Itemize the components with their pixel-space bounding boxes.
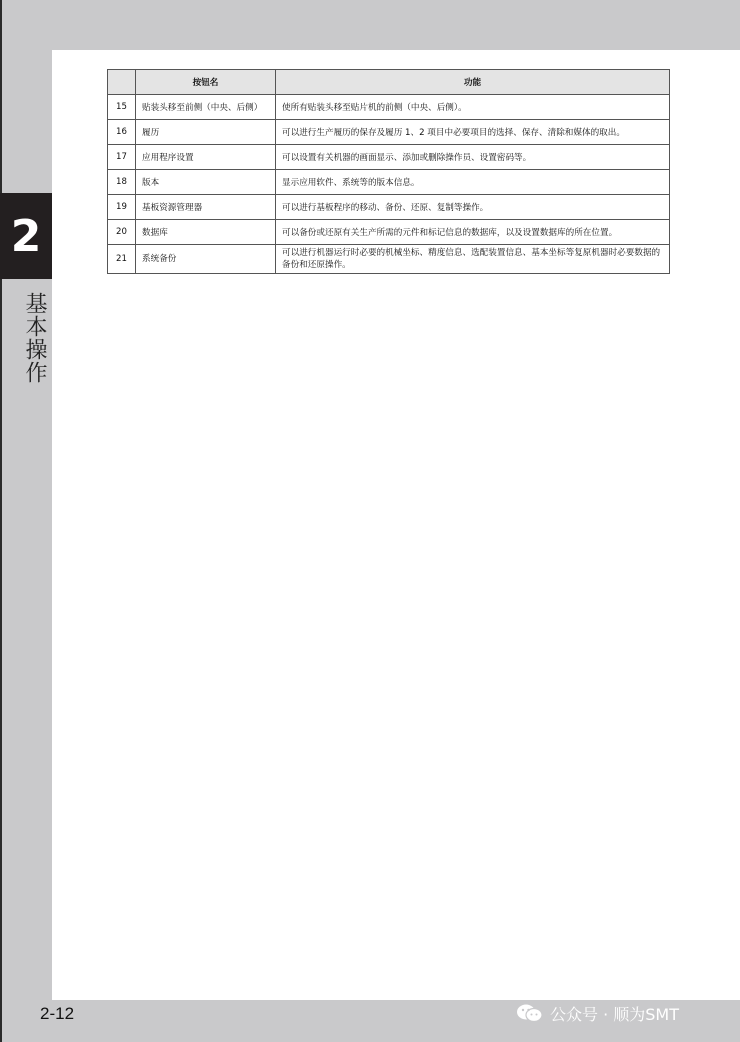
row-function: 可以设置有关机器的画面显示、添加或删除操作员、设置密码等。 (276, 145, 670, 170)
watermark (516, 1002, 679, 1024)
table-row (108, 220, 670, 245)
header-button-name: 按钮名 (136, 70, 276, 95)
table-row (108, 195, 670, 220)
row-button-name: 数据库 (136, 220, 276, 245)
function-table (107, 69, 670, 274)
row-function: 可以进行基板程序的移动、备份、还原、复制等操作。 (276, 195, 670, 220)
row-button-name: 应用程序设置 (136, 145, 276, 170)
row-function: 可以进行机器运行时必要的机械坐标、精度信息、选配装置信息、基本坐标等复原机器时必要数据的备份和还原操作。 (276, 245, 670, 274)
left-border-line (0, 0, 2, 1042)
table-row (108, 145, 670, 170)
row-number: 17 (108, 145, 136, 170)
row-button-name: 贴装头移至前侧（中央、后侧） (136, 95, 276, 120)
table-row (108, 120, 670, 145)
wechat-icon (516, 1003, 544, 1023)
row-number: 19 (108, 195, 136, 220)
row-button-name: 履历 (136, 120, 276, 145)
row-function: 使所有贴装头移至贴片机的前侧（中央、后侧）。 (276, 95, 670, 120)
page-number: 2-12 (40, 1004, 75, 1023)
header-number (108, 70, 136, 95)
row-button-name: 基板资源管理器 (136, 195, 276, 220)
header-function: 功能 (276, 70, 670, 95)
row-number: 16 (108, 120, 136, 145)
chapter-title: 基本操作 (22, 292, 47, 384)
table-row (108, 245, 670, 274)
table-header-row (108, 70, 670, 95)
chapter-number: 2 (10, 210, 42, 262)
chapter-number-tab (0, 193, 52, 279)
row-button-name: 版本 (136, 170, 276, 195)
row-number: 21 (108, 245, 136, 274)
row-number: 18 (108, 170, 136, 195)
row-number: 15 (108, 95, 136, 120)
row-function: 可以进行生产履历的保存及履历 1、2 项目中必要项目的选择、保存、清除和媒体的取出。 (276, 120, 670, 145)
row-function: 显示应用软件、系统等的版本信息。 (276, 170, 670, 195)
watermark-text: 公众号 · 顺为SMT (550, 1004, 679, 1024)
table-row (108, 95, 670, 120)
row-number: 20 (108, 220, 136, 245)
row-button-name: 系统备份 (136, 245, 276, 274)
row-function: 可以备份或还原有关生产所需的元件和标记信息的数据库，以及设置数据库的所在位置。 (276, 220, 670, 245)
table-row (108, 170, 670, 195)
